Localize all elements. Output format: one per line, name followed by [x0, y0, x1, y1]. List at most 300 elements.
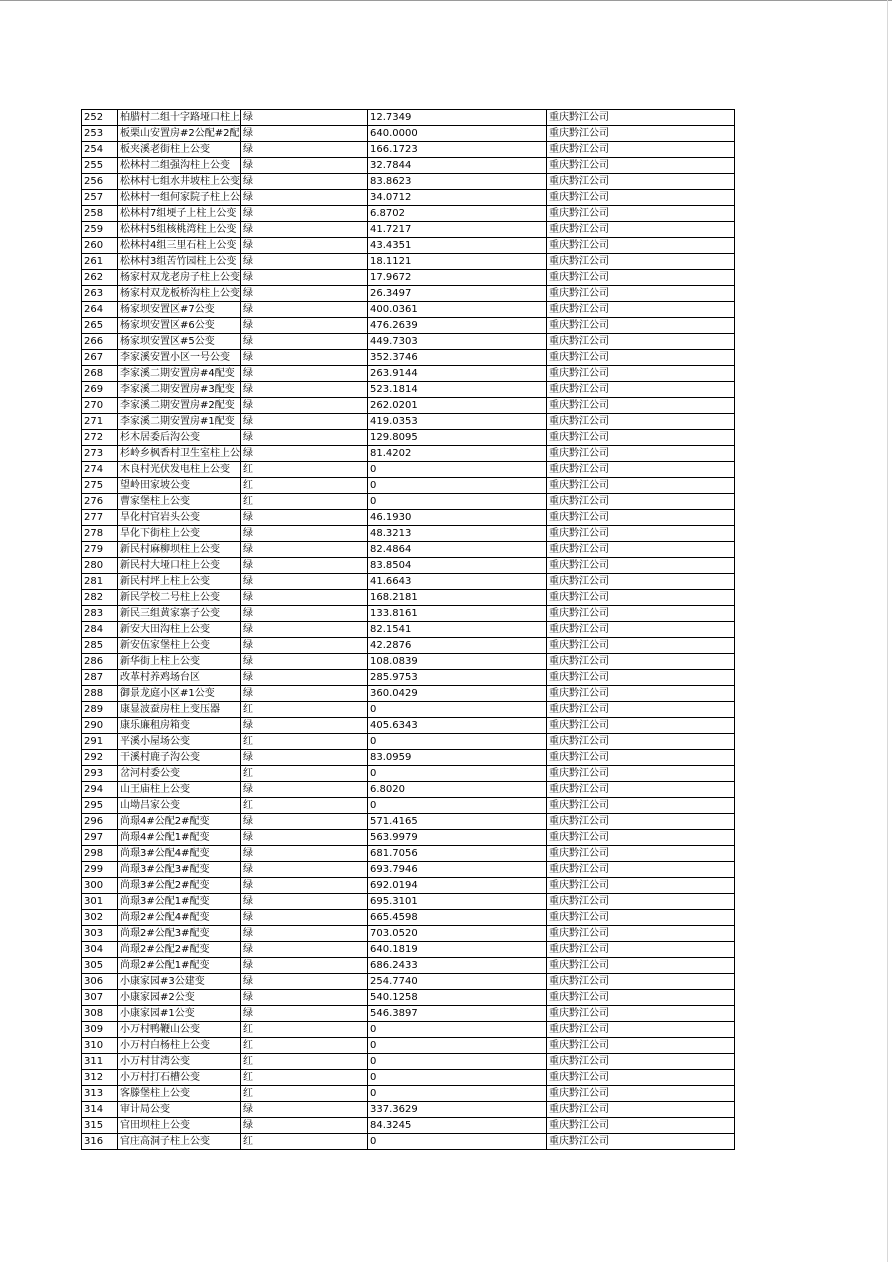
table-row: [82, 494, 735, 510]
status-cell: 绿: [241, 670, 368, 686]
company-cell: 重庆黔江公司: [547, 222, 735, 238]
row-number-cell: 313: [82, 1086, 118, 1102]
table-row: [82, 302, 735, 318]
row-number-cell: 261: [82, 254, 118, 270]
row-number-cell: 292: [82, 750, 118, 766]
value-cell: 0: [368, 478, 547, 494]
status-cell: 绿: [241, 334, 368, 350]
row-number-cell: 270: [82, 398, 118, 414]
company-cell: 重庆黔江公司: [547, 942, 735, 958]
station-name-cell: 尚璟3#公配2#配变: [118, 878, 241, 894]
station-name-cell: 审计局公变: [118, 1102, 241, 1118]
table-row: [82, 942, 735, 958]
row-number-cell: 263: [82, 286, 118, 302]
row-number-cell: 284: [82, 622, 118, 638]
table-row: [82, 510, 735, 526]
company-cell: 重庆黔江公司: [547, 142, 735, 158]
value-cell: 42.2876: [368, 638, 547, 654]
table-row: [82, 622, 735, 638]
station-name-cell: 尚璟2#公配2#配变: [118, 942, 241, 958]
table-row: [82, 1134, 735, 1150]
value-cell: 26.3497: [368, 286, 547, 302]
row-number-cell: 253: [82, 126, 118, 142]
value-cell: 254.7740: [368, 974, 547, 990]
value-cell: 681.7056: [368, 846, 547, 862]
company-cell: 重庆黔江公司: [547, 302, 735, 318]
table-row: [82, 686, 735, 702]
value-cell: 352.3746: [368, 350, 547, 366]
status-cell: 红: [241, 798, 368, 814]
station-name-cell: 御景龙庭小区#1公变: [118, 686, 241, 702]
company-cell: 重庆黔江公司: [547, 398, 735, 414]
value-cell: 48.3213: [368, 526, 547, 542]
row-number-cell: 257: [82, 190, 118, 206]
station-name-cell: 小万村白杨柱上公变: [118, 1038, 241, 1054]
status-cell: 绿: [241, 654, 368, 670]
table-row: [82, 1102, 735, 1118]
station-name-cell: 李家溪安置小区一号公变: [118, 350, 241, 366]
company-cell: 重庆黔江公司: [547, 238, 735, 254]
station-name-cell: 旱化下街柱上公变: [118, 526, 241, 542]
table-row: [82, 334, 735, 350]
company-cell: 重庆黔江公司: [547, 1022, 735, 1038]
row-number-cell: 314: [82, 1102, 118, 1118]
value-cell: 83.8623: [368, 174, 547, 190]
company-cell: 重庆黔江公司: [547, 254, 735, 270]
row-number-cell: 266: [82, 334, 118, 350]
table-row: [82, 670, 735, 686]
station-name-cell: 平溪小屋场公变: [118, 734, 241, 750]
table-row: [82, 222, 735, 238]
company-cell: 重庆黔江公司: [547, 910, 735, 926]
station-name-cell: 尚璟2#公配1#配变: [118, 958, 241, 974]
company-cell: 重庆黔江公司: [547, 846, 735, 862]
row-number-cell: 308: [82, 1006, 118, 1022]
table-row: [82, 862, 735, 878]
station-name-cell: 新民三组黄家寨子公变: [118, 606, 241, 622]
station-name-cell: 松林村5组核桃湾柱上公变: [118, 222, 241, 238]
row-number-cell: 271: [82, 414, 118, 430]
table-row: [82, 254, 735, 270]
company-cell: 重庆黔江公司: [547, 510, 735, 526]
company-cell: 重庆黔江公司: [547, 734, 735, 750]
table-row: [82, 750, 735, 766]
table-row: [82, 798, 735, 814]
table-row: [82, 174, 735, 190]
row-number-cell: 306: [82, 974, 118, 990]
value-cell: 523.1814: [368, 382, 547, 398]
value-cell: 337.3629: [368, 1102, 547, 1118]
status-cell: 红: [241, 1054, 368, 1070]
status-cell: 红: [241, 1134, 368, 1150]
value-cell: 41.7217: [368, 222, 547, 238]
status-cell: 绿: [241, 142, 368, 158]
station-name-cell: 尚璟3#公配4#配变: [118, 846, 241, 862]
row-number-cell: 288: [82, 686, 118, 702]
company-cell: 重庆黔江公司: [547, 318, 735, 334]
status-cell: 绿: [241, 782, 368, 798]
station-name-cell: 官庄高洞子柱上公变: [118, 1134, 241, 1150]
table-row: [82, 286, 735, 302]
status-cell: 绿: [241, 110, 368, 126]
company-cell: 重庆黔江公司: [547, 286, 735, 302]
row-number-cell: 298: [82, 846, 118, 862]
status-cell: 绿: [241, 606, 368, 622]
station-name-cell: 杨家村双龙老房子柱上公变: [118, 270, 241, 286]
station-name-cell: 李家溪二期安置房#2配变: [118, 398, 241, 414]
station-name-cell: 小万村打石槽公变: [118, 1070, 241, 1086]
company-cell: 重庆黔江公司: [547, 766, 735, 782]
transformer-table-body: [82, 110, 735, 1150]
station-name-cell: 康乐廉租房箱变: [118, 718, 241, 734]
status-cell: 绿: [241, 286, 368, 302]
value-cell: 285.9753: [368, 670, 547, 686]
table-row: [82, 1086, 735, 1102]
row-number-cell: 302: [82, 910, 118, 926]
status-cell: 绿: [241, 366, 368, 382]
table-row: [82, 350, 735, 366]
table-row: [82, 1070, 735, 1086]
table-row: [82, 990, 735, 1006]
status-cell: 绿: [241, 862, 368, 878]
page-right-edge: [887, 0, 888, 1262]
value-cell: 693.7946: [368, 862, 547, 878]
status-cell: 绿: [241, 750, 368, 766]
company-cell: 重庆黔江公司: [547, 110, 735, 126]
value-cell: 46.1930: [368, 510, 547, 526]
value-cell: 449.7303: [368, 334, 547, 350]
status-cell: 绿: [241, 590, 368, 606]
status-cell: 绿: [241, 1118, 368, 1134]
value-cell: 405.6343: [368, 718, 547, 734]
value-cell: 0: [368, 1134, 547, 1150]
status-cell: 红: [241, 462, 368, 478]
status-cell: 绿: [241, 958, 368, 974]
value-cell: 0: [368, 734, 547, 750]
station-name-cell: 新安大田沟柱上公变: [118, 622, 241, 638]
company-cell: 重庆黔江公司: [547, 830, 735, 846]
status-cell: 绿: [241, 398, 368, 414]
company-cell: 重庆黔江公司: [547, 606, 735, 622]
row-number-cell: 290: [82, 718, 118, 734]
row-number-cell: 268: [82, 366, 118, 382]
value-cell: 17.9672: [368, 270, 547, 286]
value-cell: 6.8020: [368, 782, 547, 798]
company-cell: 重庆黔江公司: [547, 686, 735, 702]
station-name-cell: 岔河村委公变: [118, 766, 241, 782]
table-row: [82, 1022, 735, 1038]
company-cell: 重庆黔江公司: [547, 414, 735, 430]
company-cell: 重庆黔江公司: [547, 446, 735, 462]
table-row: [82, 1006, 735, 1022]
status-cell: 绿: [241, 414, 368, 430]
status-cell: 绿: [241, 990, 368, 1006]
status-cell: 红: [241, 1038, 368, 1054]
row-number-cell: 312: [82, 1070, 118, 1086]
table-row: [82, 606, 735, 622]
company-cell: 重庆黔江公司: [547, 1134, 735, 1150]
value-cell: 0: [368, 1054, 547, 1070]
station-name-cell: 尚璟2#公配3#配变: [118, 926, 241, 942]
table-row: [82, 894, 735, 910]
company-cell: 重庆黔江公司: [547, 718, 735, 734]
status-cell: 红: [241, 1086, 368, 1102]
table-row: [82, 590, 735, 606]
row-number-cell: 297: [82, 830, 118, 846]
table-row: [82, 142, 735, 158]
status-cell: 绿: [241, 910, 368, 926]
company-cell: 重庆黔江公司: [547, 862, 735, 878]
station-name-cell: 尚璟2#公配4#配变: [118, 910, 241, 926]
value-cell: 18.1121: [368, 254, 547, 270]
value-cell: 546.3897: [368, 1006, 547, 1022]
status-cell: 绿: [241, 238, 368, 254]
value-cell: 83.0959: [368, 750, 547, 766]
row-number-cell: 291: [82, 734, 118, 750]
status-cell: 绿: [241, 942, 368, 958]
status-cell: 绿: [241, 222, 368, 238]
row-number-cell: 286: [82, 654, 118, 670]
table-row: [82, 398, 735, 414]
station-name-cell: 改革村养鸡场台区: [118, 670, 241, 686]
table-row: [82, 702, 735, 718]
row-number-cell: 283: [82, 606, 118, 622]
value-cell: 0: [368, 1022, 547, 1038]
row-number-cell: 285: [82, 638, 118, 654]
row-number-cell: 255: [82, 158, 118, 174]
table-row: [82, 974, 735, 990]
value-cell: 0: [368, 798, 547, 814]
row-number-cell: 310: [82, 1038, 118, 1054]
value-cell: 0: [368, 1070, 547, 1086]
station-name-cell: 小康家园#1公变: [118, 1006, 241, 1022]
status-cell: 红: [241, 1022, 368, 1038]
status-cell: 绿: [241, 926, 368, 942]
company-cell: 重庆黔江公司: [547, 654, 735, 670]
row-number-cell: 275: [82, 478, 118, 494]
station-name-cell: 柏腊村二组十字路垭口柱上: [118, 110, 241, 126]
company-cell: 重庆黔江公司: [547, 974, 735, 990]
value-cell: 0: [368, 1086, 547, 1102]
row-number-cell: 301: [82, 894, 118, 910]
company-cell: 重庆黔江公司: [547, 478, 735, 494]
table-row: [82, 126, 735, 142]
table-row: [82, 190, 735, 206]
station-name-cell: 松林村二组强沟柱上公变: [118, 158, 241, 174]
status-cell: 绿: [241, 510, 368, 526]
table-row: [82, 430, 735, 446]
status-cell: 绿: [241, 878, 368, 894]
table-row: [82, 958, 735, 974]
row-number-cell: 269: [82, 382, 118, 398]
table-row: [82, 542, 735, 558]
status-cell: 绿: [241, 846, 368, 862]
value-cell: 360.0429: [368, 686, 547, 702]
company-cell: 重庆黔江公司: [547, 542, 735, 558]
status-cell: 绿: [241, 894, 368, 910]
table-row: [82, 734, 735, 750]
table-row: [82, 846, 735, 862]
station-name-cell: 曹家堡柱上公变: [118, 494, 241, 510]
row-number-cell: 258: [82, 206, 118, 222]
status-cell: 绿: [241, 174, 368, 190]
table-row: [82, 478, 735, 494]
value-cell: 0: [368, 702, 547, 718]
value-cell: 133.8161: [368, 606, 547, 622]
page-top-border: [0, 0, 892, 1]
value-cell: 84.3245: [368, 1118, 547, 1134]
row-number-cell: 278: [82, 526, 118, 542]
row-number-cell: 252: [82, 110, 118, 126]
row-number-cell: 287: [82, 670, 118, 686]
status-cell: 绿: [241, 302, 368, 318]
station-name-cell: 松林村3组苦竹园柱上公变: [118, 254, 241, 270]
table-row: [82, 1038, 735, 1054]
table-row: [82, 782, 735, 798]
row-number-cell: 272: [82, 430, 118, 446]
station-name-cell: 尚璟4#公配2#配变: [118, 814, 241, 830]
company-cell: 重庆黔江公司: [547, 590, 735, 606]
table-row: [82, 238, 735, 254]
table-row: [82, 366, 735, 382]
company-cell: 重庆黔江公司: [547, 382, 735, 398]
station-name-cell: 客滕堡柱上公变: [118, 1086, 241, 1102]
row-number-cell: 300: [82, 878, 118, 894]
row-number-cell: 295: [82, 798, 118, 814]
station-name-cell: 板栗山安置房#2公配#2配: [118, 126, 241, 142]
company-cell: 重庆黔江公司: [547, 430, 735, 446]
value-cell: 81.4202: [368, 446, 547, 462]
company-cell: 重庆黔江公司: [547, 558, 735, 574]
company-cell: 重庆黔江公司: [547, 1118, 735, 1134]
value-cell: 82.4864: [368, 542, 547, 558]
table-row: [82, 158, 735, 174]
row-number-cell: 311: [82, 1054, 118, 1070]
value-cell: 640.0000: [368, 126, 547, 142]
table-row: [82, 766, 735, 782]
status-cell: 红: [241, 702, 368, 718]
row-number-cell: 256: [82, 174, 118, 190]
value-cell: 419.0353: [368, 414, 547, 430]
station-name-cell: 李家溪二期安置房#4配变: [118, 366, 241, 382]
company-cell: 重庆黔江公司: [547, 1038, 735, 1054]
station-name-cell: 松林村4组三里石柱上公变: [118, 238, 241, 254]
company-cell: 重庆黔江公司: [547, 494, 735, 510]
table-row: [82, 638, 735, 654]
value-cell: 695.3101: [368, 894, 547, 910]
company-cell: 重庆黔江公司: [547, 814, 735, 830]
value-cell: 32.7844: [368, 158, 547, 174]
company-cell: 重庆黔江公司: [547, 1054, 735, 1070]
status-cell: 绿: [241, 974, 368, 990]
value-cell: 0: [368, 766, 547, 782]
value-cell: 108.0839: [368, 654, 547, 670]
row-number-cell: 267: [82, 350, 118, 366]
table-row: [82, 574, 735, 590]
value-cell: 476.2639: [368, 318, 547, 334]
value-cell: 703.0520: [368, 926, 547, 942]
row-number-cell: 277: [82, 510, 118, 526]
row-number-cell: 293: [82, 766, 118, 782]
table-row: [82, 270, 735, 286]
table-row: [82, 910, 735, 926]
status-cell: 绿: [241, 638, 368, 654]
row-number-cell: 309: [82, 1022, 118, 1038]
row-number-cell: 279: [82, 542, 118, 558]
status-cell: 绿: [241, 814, 368, 830]
status-cell: 绿: [241, 1006, 368, 1022]
station-name-cell: 杨家坝安置区#5公变: [118, 334, 241, 350]
table-row: [82, 414, 735, 430]
table-row: [82, 462, 735, 478]
table-row: [82, 654, 735, 670]
status-cell: 绿: [241, 622, 368, 638]
row-number-cell: 262: [82, 270, 118, 286]
row-number-cell: 273: [82, 446, 118, 462]
value-cell: 571.4165: [368, 814, 547, 830]
company-cell: 重庆黔江公司: [547, 798, 735, 814]
table-row: [82, 382, 735, 398]
company-cell: 重庆黔江公司: [547, 270, 735, 286]
status-cell: 绿: [241, 718, 368, 734]
value-cell: 82.1541: [368, 622, 547, 638]
status-cell: 红: [241, 1070, 368, 1086]
station-name-cell: 李家溪二期安置房#3配变: [118, 382, 241, 398]
row-number-cell: 299: [82, 862, 118, 878]
row-number-cell: 289: [82, 702, 118, 718]
station-name-cell: 松林村七组水井坡柱上公变: [118, 174, 241, 190]
status-cell: 绿: [241, 446, 368, 462]
row-number-cell: 307: [82, 990, 118, 1006]
company-cell: 重庆黔江公司: [547, 206, 735, 222]
value-cell: 43.4351: [368, 238, 547, 254]
transformer-table: [81, 109, 735, 1150]
row-number-cell: 274: [82, 462, 118, 478]
station-name-cell: 小康家园#2公变: [118, 990, 241, 1006]
row-number-cell: 254: [82, 142, 118, 158]
station-name-cell: 杨家坝安置区#6公变: [118, 318, 241, 334]
row-number-cell: 316: [82, 1134, 118, 1150]
status-cell: 红: [241, 734, 368, 750]
row-number-cell: 264: [82, 302, 118, 318]
table-row: [82, 1118, 735, 1134]
company-cell: 重庆黔江公司: [547, 622, 735, 638]
station-name-cell: 干溪村鹿子沟公变: [118, 750, 241, 766]
company-cell: 重庆黔江公司: [547, 702, 735, 718]
station-name-cell: 新安伍家堡柱上公变: [118, 638, 241, 654]
status-cell: 绿: [241, 126, 368, 142]
company-cell: 重庆黔江公司: [547, 174, 735, 190]
company-cell: 重庆黔江公司: [547, 958, 735, 974]
table-row: [82, 446, 735, 462]
status-cell: 绿: [241, 190, 368, 206]
status-cell: 绿: [241, 158, 368, 174]
value-cell: 263.9144: [368, 366, 547, 382]
station-name-cell: 新民村大垭口柱上公变: [118, 558, 241, 574]
company-cell: 重庆黔江公司: [547, 366, 735, 382]
company-cell: 重庆黔江公司: [547, 126, 735, 142]
station-name-cell: 山王庙柱上公变: [118, 782, 241, 798]
row-number-cell: 259: [82, 222, 118, 238]
value-cell: 6.8702: [368, 206, 547, 222]
row-number-cell: 296: [82, 814, 118, 830]
row-number-cell: 305: [82, 958, 118, 974]
value-cell: 686.2433: [368, 958, 547, 974]
station-name-cell: 旱化村官岩头公变: [118, 510, 241, 526]
station-name-cell: 杉木居委后沟公变: [118, 430, 241, 446]
value-cell: 129.8095: [368, 430, 547, 446]
company-cell: 重庆黔江公司: [547, 750, 735, 766]
